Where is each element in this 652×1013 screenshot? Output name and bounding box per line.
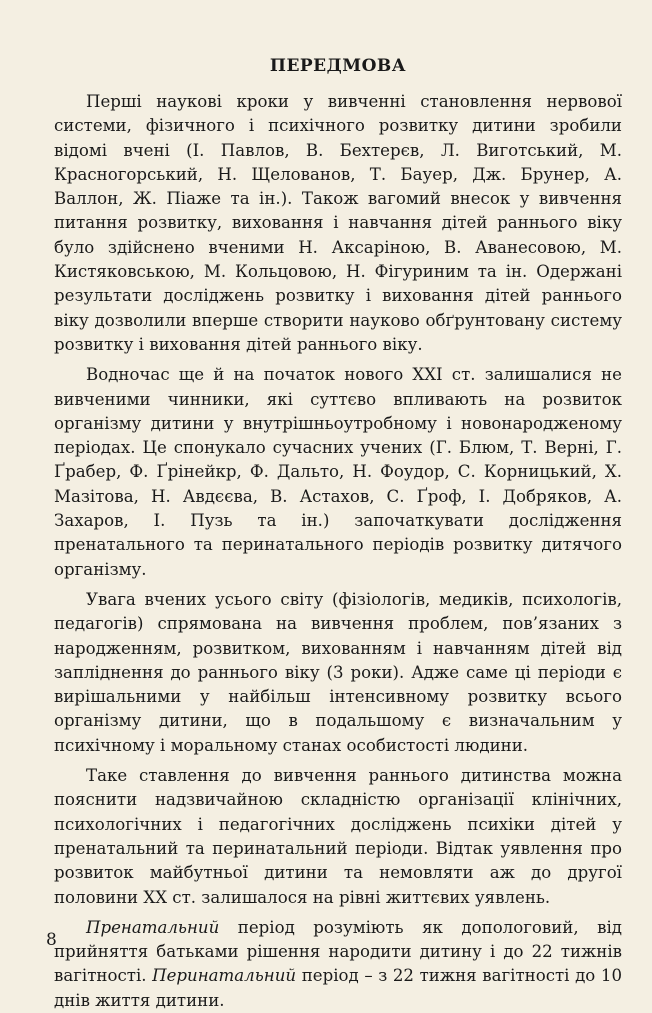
paragraph-3: Увага вчених усього світу (фізіологів, медиків, психологів, педагогів) спрямована на вивчення проблем, пов’язаних з народженням, розвитком, вихованням і навчанням дітей від запліднення до раннього віку (3 роки). Адже саме ці періоди є вирішальними у найбільш інтенсивному розвитку всього організму дитини, що в подальшому є визначальним у психічному і моральному станах особистості людини. bbox=[54, 589, 622, 755]
page-title: ПЕРЕДМОВА bbox=[269, 56, 407, 76]
paragraph-5-text-2: період – з 22 тижня вагітності до 10 днів життя дитини. bbox=[54, 966, 622, 1010]
paragraph-5 bbox=[54, 916, 622, 1013]
term-prenatal: Пренатальний bbox=[86, 917, 220, 937]
paragraph-5-text-1: період розуміють як допологовий, від прийняття батьками рішення народити дитину і до 22 тижнів вагітності. bbox=[54, 917, 622, 986]
paragraph-1: Перші наукові кроки у вивченні становлення нервової системи, фізичного і психічного розвитку дитини зробили відомі вчені (І. Павлов, В. Бехтерєв, Л. Виготський, М. Красногорський, Н. Щелованов, Т. Бауер, Дж. Брунер, А. Валлон, Ж. Піаже та ін.). Також вагомий внесок у вивчення питання розвитку, виховання і навчання дітей раннього віку було здійснено вченими Н. Аксаріною, В. Аванесовою, М. Кистяковською, М. Кольцовою, Н. Фігуриним та ін. Одержані результати досліджень розвитку і виховання дітей раннього віку дозволили вперше створити науково обґрунтовану систему розвитку і виховання дітей раннього віку. bbox=[54, 92, 622, 354]
paragraph-2: Водночас ще й на початок нового XXI ст. залишалися не вивченими чинники, які суттєво впливають на розвиток організму дитини у внутрішньоутробному і новонародженому періодах. Це спонукало сучасних учених (Г. Блюм, Т. Верні, Г. Ґрабер, Ф. Ґрінейкр, Ф. Дальто, Н. Фоудор, С. Корницький, Х. Мазітова, Н. Авдєєва, В. Астахов, С. Ґроф, І. Добряков, А. Захаров, І. Пузь та ін.) започаткувати дослідження пренатального та перинатального періодів розвитку дитячого організму. bbox=[54, 365, 622, 579]
page-number: 8 bbox=[46, 930, 57, 950]
term-perinatal: Перинатальний bbox=[152, 966, 297, 986]
paragraph-4: Таке ставлення до вивчення раннього дитинства можна пояснити надзвичайною складністю організації клінічних, психологічних і педагогічних досліджень психіки дітей у пренатальний та перинатальний періоди. Відтак уявлення про розвиток майбутньої дитини та немовляти аж до другої половини XX ст. залишалося на рівні життєвих уявлень. bbox=[54, 766, 622, 907]
